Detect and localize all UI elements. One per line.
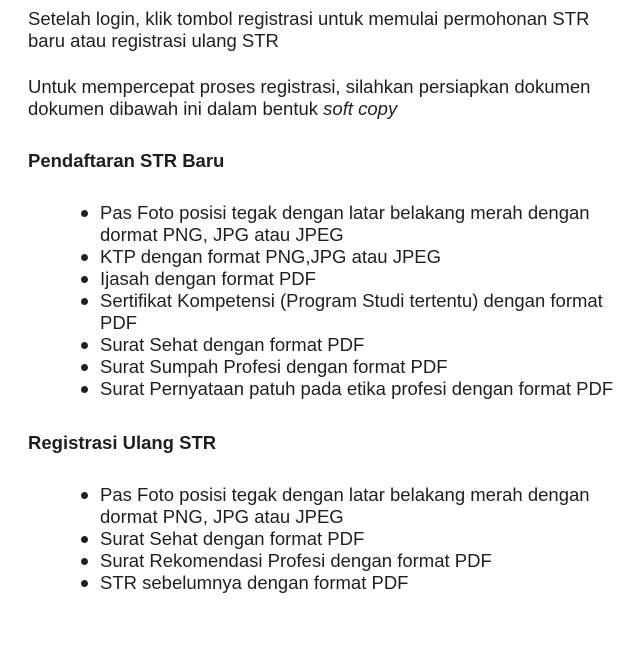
soft-copy-emphasis: soft copy	[323, 98, 398, 119]
list-item: Pas Foto posisi tegak dengan latar belakang merah dengan dormat PNG, JPG atau JPEG	[80, 484, 620, 528]
list-item: Sertifikat Kompetensi (Program Studi tertentu) dengan format PDF	[80, 290, 620, 334]
re-registration-document-list	[28, 484, 620, 594]
new-registration-document-list	[28, 202, 620, 400]
list-item: Ijasah dengan format PDF	[80, 268, 620, 290]
intro-paragraph-prepare	[28, 76, 620, 120]
list-item: Surat Sehat dengan format PDF	[80, 334, 620, 356]
list-item: Surat Pernyataan patuh pada etika profesi dengan format PDF	[80, 378, 620, 400]
list-item: Surat Rekomendasi Profesi dengan format PDF	[80, 550, 620, 572]
list-item: Surat Sehat dengan format PDF	[80, 528, 620, 550]
list-item: Surat Sumpah Profesi dengan format PDF	[80, 356, 620, 378]
list-item: KTP dengan format PNG,JPG atau JPEG	[80, 246, 620, 268]
section-title-re-registration: Registrasi Ulang STR	[28, 432, 217, 453]
intro-paragraph-prepare-text: Untuk mempercepat proses registrasi, silahkan persiapkan dokumen dokumen dibawah ini dalam bentuk	[28, 76, 591, 119]
list-item: Pas Foto posisi tegak dengan latar belakang merah dengan dormat PNG, JPG atau JPEG	[80, 202, 620, 246]
section-title-new-registration: Pendaftaran STR Baru	[28, 150, 225, 171]
intro-paragraph-login: Setelah login, klik tombol registrasi untuk memulai permohonan STR baru atau registrasi ulang STR	[28, 8, 590, 51]
list-item: STR sebelumnya dengan format PDF	[80, 572, 620, 594]
